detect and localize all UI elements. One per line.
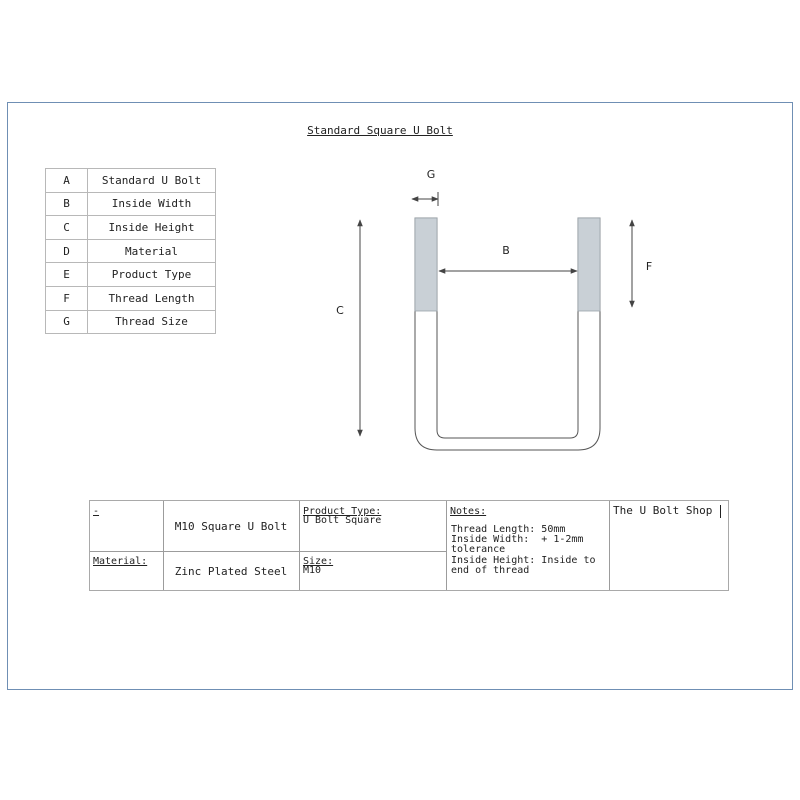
notes-line: Inside Height: Inside to <box>451 555 596 566</box>
legend-key: F <box>46 286 88 310</box>
f-dimension-label: F <box>645 260 653 273</box>
tb-row-divider <box>90 551 446 552</box>
product-type-value: U Bolt Square <box>303 515 382 526</box>
notes-line: Inside Width: + 1-2mm <box>451 534 584 545</box>
right-thread <box>578 218 600 311</box>
notes-line: Thread Length: 50mm <box>451 524 566 535</box>
company-name: The U Bolt Shop <box>613 504 713 517</box>
drawing-title: Standard Square U Bolt <box>307 124 453 137</box>
material-label-wrap <box>93 557 147 567</box>
notes-label: Notes: <box>450 506 487 517</box>
legend-value: Material <box>88 239 216 263</box>
legend-key: G <box>46 310 88 334</box>
product-type-label: Product Type: <box>303 506 382 517</box>
size-label: Size: <box>303 556 334 567</box>
legend-value: Product Type <box>88 263 216 287</box>
tb-divider <box>163 501 164 590</box>
notes-line: tolerance <box>451 544 506 555</box>
legend-key: E <box>46 263 88 287</box>
notes-line: end of thread <box>451 565 530 576</box>
legend-value: Thread Size <box>88 310 216 334</box>
legend-value: Inside Width <box>88 192 216 216</box>
g-dimension-label: G <box>426 168 436 181</box>
tb-divider <box>299 501 300 590</box>
c-dimension-label: C <box>336 304 344 317</box>
legend-key: A <box>46 169 88 193</box>
material-value: Zinc Plated Steel <box>174 565 288 578</box>
b-dimension-label: B <box>502 244 510 257</box>
legend-key: B <box>46 192 88 216</box>
legend-value: Standard U Bolt <box>88 169 216 193</box>
material-label: Material: <box>93 556 148 567</box>
part-name: M10 Square U Bolt <box>174 520 288 533</box>
legend-key: C <box>46 216 88 240</box>
text-cursor <box>720 505 721 518</box>
tb-divider <box>446 501 447 590</box>
left-thread <box>415 218 437 311</box>
legend-key: D <box>46 239 88 263</box>
tb-dash: - <box>93 506 100 517</box>
legend-value: Thread Length <box>88 286 216 310</box>
size-value: M10 <box>303 565 322 576</box>
legend-value: Inside Height <box>88 216 216 240</box>
title-block <box>89 500 729 591</box>
tb-divider <box>609 501 610 590</box>
